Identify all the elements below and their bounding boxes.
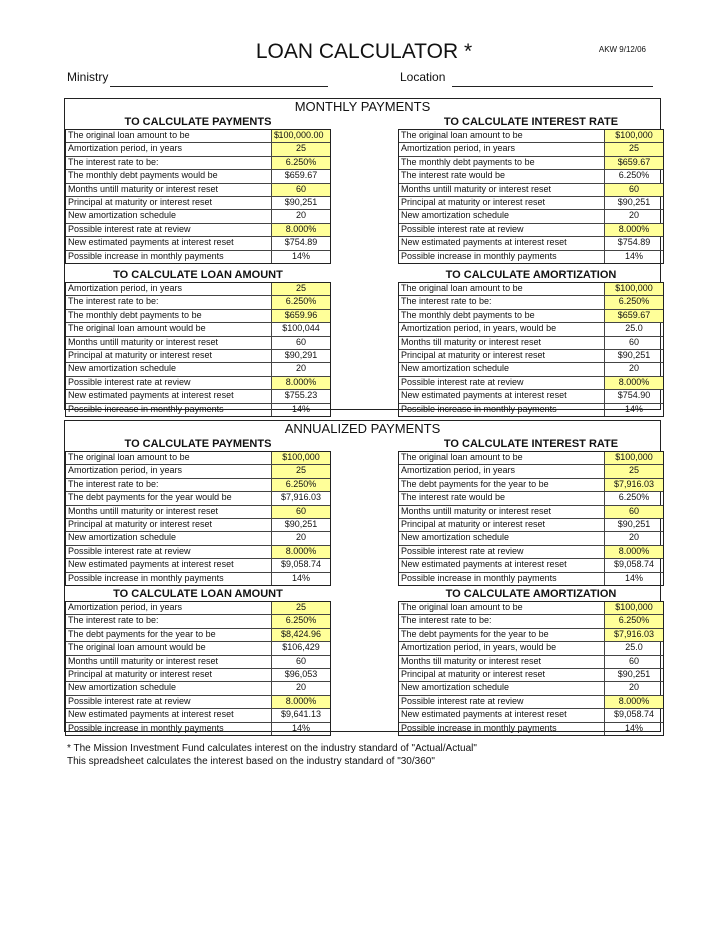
row-label: Principal at maturity or interest reset (68, 668, 213, 679)
table-row (399, 223, 663, 236)
computed-cell: 60 (271, 656, 330, 668)
computed-cell: $754.90 (604, 390, 663, 402)
calc-table (398, 130, 664, 264)
row-label: Possible increase in monthly payments (401, 572, 557, 583)
calc-table (398, 283, 664, 417)
input-cell[interactable]: $659.96 (271, 310, 330, 322)
input-cell[interactable]: $100,000 (604, 130, 663, 142)
location-field[interactable] (452, 86, 653, 87)
block-title: TO CALCULATE LOAN AMOUNT (65, 587, 331, 602)
table-row (66, 628, 330, 641)
input-cell[interactable]: 25 (604, 465, 663, 477)
input-cell[interactable]: 8.000% (271, 224, 330, 236)
computed-cell: $90,251 (604, 519, 663, 531)
table-row (66, 236, 330, 249)
table-row (399, 309, 663, 322)
row-label: Amortization period, in years (401, 143, 516, 154)
table-row (399, 452, 663, 464)
table-row (399, 464, 663, 477)
row-label: New amortization schedule (68, 682, 177, 693)
input-cell[interactable]: $7,916.03 (604, 629, 663, 641)
table-row (399, 478, 663, 491)
table-row (399, 641, 663, 654)
row-label: The monthly debt payments to be (68, 309, 202, 320)
revision-stamp: AKW 9/12/06 (598, 45, 646, 54)
table-row (399, 614, 663, 627)
input-cell[interactable]: $659.67 (604, 157, 663, 169)
monthly-interest-rate-block (398, 115, 664, 264)
row-label: The interest rate would be (401, 170, 506, 181)
block-title: TO CALCULATE AMORTIZATION (398, 268, 664, 283)
computed-cell: 20 (271, 210, 330, 222)
row-label: Amortization period, in years (68, 465, 183, 476)
row-label: Possible interest rate at review (68, 545, 191, 556)
computed-cell: $96,053 (271, 669, 330, 681)
input-cell[interactable]: 60 (271, 184, 330, 196)
block-title: TO CALCULATE PAYMENTS (65, 115, 331, 130)
table-row (66, 283, 330, 295)
footnote-line-1: * The Mission Investment Fund calculates interest on the industry standard of "Actual/Actual" (67, 743, 477, 754)
row-label: Possible interest rate at review (68, 695, 191, 706)
computed-cell: $9,058.74 (271, 559, 330, 571)
table-row (399, 668, 663, 681)
row-label: Possible increase in monthly payments (68, 572, 224, 583)
computed-cell: $90,251 (271, 197, 330, 209)
input-cell[interactable]: 6.250% (604, 296, 663, 308)
table-row (399, 336, 663, 349)
table-row (66, 156, 330, 169)
row-label: The interest rate to be: (401, 296, 492, 307)
computed-cell: 6.250% (604, 170, 663, 182)
table-row (399, 376, 663, 389)
table-row (66, 668, 330, 681)
table-row (66, 614, 330, 627)
block-title: TO CALCULATE AMORTIZATION (398, 587, 664, 602)
annualized-payments-section (64, 420, 661, 732)
input-cell[interactable]: 6.250% (604, 615, 663, 627)
table-row (66, 531, 330, 544)
table-row (66, 336, 330, 349)
computed-cell: $9,641.13 (271, 709, 330, 721)
table-row (399, 236, 663, 249)
input-cell[interactable]: $7,916.03 (604, 479, 663, 491)
computed-cell: $755.23 (271, 390, 330, 402)
table-row (66, 130, 330, 142)
computed-cell: $100,044 (271, 323, 330, 335)
table-row (399, 695, 663, 708)
table-row (66, 209, 330, 222)
table-row (66, 558, 330, 571)
input-cell[interactable]: 8.000% (271, 546, 330, 558)
computed-cell: 14% (271, 404, 330, 416)
table-row (66, 518, 330, 531)
row-label: Principal at maturity or interest reset (68, 518, 213, 529)
input-cell[interactable]: $659.67 (604, 310, 663, 322)
table-row (66, 505, 330, 518)
input-cell[interactable]: 25 (271, 465, 330, 477)
table-row (399, 655, 663, 668)
table-row (399, 628, 663, 641)
cell-value: 100,000.00 (278, 130, 324, 140)
row-label: Months untill maturity or interest reset (401, 505, 552, 516)
calc-table (65, 283, 331, 417)
table-row (399, 558, 663, 571)
computed-cell: $9,058.74 (604, 559, 663, 571)
table-row (399, 322, 663, 335)
computed-cell: 14% (271, 573, 330, 585)
table-row (399, 389, 663, 402)
computed-cell: 25.0 (604, 323, 663, 335)
row-label: The debt payments for the year to be (401, 628, 549, 639)
table-row (66, 183, 330, 196)
table-row (66, 655, 330, 668)
row-label: Possible increase in monthly payments (401, 250, 557, 261)
computed-cell: $90,251 (604, 350, 663, 362)
table-row (399, 602, 663, 614)
table-row (399, 142, 663, 155)
table-row (66, 478, 330, 491)
section-title: MONTHLY PAYMENTS (294, 99, 431, 114)
block-title: TO CALCULATE LOAN AMOUNT (65, 268, 331, 283)
annual-interest-rate-block (398, 437, 664, 586)
table-row (399, 403, 663, 416)
table-row (66, 602, 330, 614)
row-label: New amortization schedule (68, 363, 177, 374)
row-label: Possible interest rate at review (401, 376, 524, 387)
input-cell[interactable]: 25 (271, 602, 330, 614)
row-label: New estimated payments at interest reset (68, 390, 234, 401)
computed-cell: 60 (604, 656, 663, 668)
table-row (399, 183, 663, 196)
row-label: Possible interest rate at review (401, 223, 524, 234)
input-cell[interactable]: 8.000% (271, 377, 330, 389)
input-cell[interactable]: 6.250% (271, 479, 330, 491)
computed-cell: 20 (604, 532, 663, 544)
row-label: New estimated payments at interest reset (401, 709, 567, 720)
row-label: Possible increase in monthly payments (68, 250, 224, 261)
input-cell[interactable]: 6.250% (271, 157, 330, 169)
row-label: Months untill maturity or interest reset (401, 183, 552, 194)
table-row (66, 223, 330, 236)
monthly-payments-section (64, 98, 661, 414)
row-label: The interest rate to be: (68, 615, 159, 626)
input-cell[interactable]: 8.000% (271, 696, 330, 708)
row-label: The interest rate would be (401, 492, 506, 503)
table-row (66, 389, 330, 402)
row-label: Principal at maturity or interest reset (401, 518, 546, 529)
calc-table (65, 602, 331, 736)
input-cell[interactable]: 25 (604, 143, 663, 155)
table-row (399, 505, 663, 518)
row-label: New estimated payments at interest reset (68, 237, 234, 248)
computed-cell: $90,291 (271, 350, 330, 362)
table-row (66, 681, 330, 694)
row-label: New amortization schedule (68, 210, 177, 221)
row-label: Months untill maturity or interest reset (68, 655, 219, 666)
row-label: Months untill maturity or interest reset (68, 336, 219, 347)
row-label: Months till maturity or interest reset (401, 655, 542, 666)
computed-cell: 14% (604, 251, 663, 263)
row-label: The original loan amount would be (68, 323, 206, 334)
row-label: The debt payments for the year to be (68, 628, 216, 639)
row-label: New amortization schedule (68, 532, 177, 543)
computed-cell: 14% (271, 723, 330, 735)
table-row (66, 491, 330, 504)
input-cell[interactable]: $100,000 (604, 283, 663, 295)
row-label: Possible increase in monthly payments (401, 722, 557, 733)
computed-cell: 20 (604, 363, 663, 375)
row-label: The monthly debt payments to be (401, 309, 535, 320)
row-label: New estimated payments at interest reset (401, 390, 567, 401)
table-row (66, 142, 330, 155)
table-row (399, 349, 663, 362)
row-label: Possible interest rate at review (401, 545, 524, 556)
table-row (66, 362, 330, 375)
table-row (399, 295, 663, 308)
calc-table (65, 130, 331, 264)
row-label: Principal at maturity or interest reset (68, 196, 213, 207)
monthly-loan-amount-block (65, 268, 331, 417)
table-row (66, 322, 330, 335)
section-title: ANNUALIZED PAYMENTS (284, 421, 441, 436)
row-label: The original loan amount to be (401, 452, 523, 462)
table-row (399, 283, 663, 295)
input-cell[interactable]: $8,424.96 (271, 629, 330, 641)
input-cell[interactable]: 6.250% (271, 296, 330, 308)
input-cell[interactable]: 25 (271, 283, 330, 295)
table-row (399, 362, 663, 375)
table-row (66, 572, 330, 585)
row-label: Months till maturity or interest reset (401, 336, 542, 347)
computed-cell: 20 (271, 682, 330, 694)
computed-cell: 60 (271, 337, 330, 349)
input-cell[interactable]: 6.250% (271, 615, 330, 627)
table-row (399, 545, 663, 558)
computed-cell: 20 (604, 210, 663, 222)
table-row (399, 250, 663, 263)
table-row (399, 518, 663, 531)
row-label: Possible increase in monthly payments (401, 403, 557, 414)
table-row (399, 156, 663, 169)
row-label: The debt payments for the year to be (401, 478, 549, 489)
computed-cell: $90,251 (604, 669, 663, 681)
computed-cell: $90,251 (604, 197, 663, 209)
table-row (66, 295, 330, 308)
computed-cell: $90,251 (271, 519, 330, 531)
table-row (399, 572, 663, 585)
table-row (399, 681, 663, 694)
row-label: New estimated payments at interest reset (68, 709, 234, 720)
row-label: New amortization schedule (401, 682, 510, 693)
row-label: The original loan amount to be (401, 130, 523, 140)
table-row (399, 491, 663, 504)
input-cell[interactable]: 8.000% (604, 224, 663, 236)
input-cell[interactable]: $100,000 (271, 452, 330, 464)
table-row (399, 130, 663, 142)
row-label: Amortization period, in years (68, 283, 183, 293)
row-label: Principal at maturity or interest reset (68, 349, 213, 360)
row-label: The interest rate to be: (68, 296, 159, 307)
block-title: TO CALCULATE INTEREST RATE (398, 115, 664, 130)
block-title: TO CALCULATE PAYMENTS (65, 437, 331, 452)
row-label: Principal at maturity or interest reset (401, 196, 546, 207)
row-label: The original loan amount would be (68, 642, 206, 653)
table-row (66, 196, 330, 209)
row-label: The debt payments for the year would be (68, 492, 232, 503)
input-cell[interactable] (271, 130, 330, 142)
row-label: Principal at maturity or interest reset (401, 349, 546, 360)
computed-cell: 14% (604, 573, 663, 585)
computed-cell: 14% (271, 251, 330, 263)
computed-cell: 20 (604, 682, 663, 694)
row-label: Possible increase in monthly payments (68, 722, 224, 733)
annual-amortization-block (398, 587, 664, 736)
row-label: The original loan amount to be (68, 130, 190, 140)
computed-cell: $754.89 (271, 237, 330, 249)
table-row (66, 376, 330, 389)
row-label: New amortization schedule (401, 532, 510, 543)
table-row (66, 309, 330, 322)
table-row (66, 349, 330, 362)
calc-table (398, 602, 664, 736)
row-label: The interest rate to be: (68, 478, 159, 489)
row-label: Amortization period, in years, would be (401, 642, 557, 653)
input-cell[interactable]: 8.000% (604, 546, 663, 558)
table-row (66, 464, 330, 477)
input-cell[interactable]: $100,000 (604, 602, 663, 614)
table-row (66, 403, 330, 416)
row-label: Possible interest rate at review (68, 376, 191, 387)
row-label: New estimated payments at interest reset (401, 237, 567, 248)
input-cell[interactable]: $100,000 (604, 452, 663, 464)
computed-cell: 25.0 (604, 642, 663, 654)
table-row (399, 531, 663, 544)
input-cell[interactable]: 8.000% (604, 377, 663, 389)
input-cell[interactable]: 60 (604, 184, 663, 196)
row-label: Principal at maturity or interest reset (401, 668, 546, 679)
row-label: The interest rate to be: (68, 156, 159, 167)
computed-cell: 6.250% (604, 492, 663, 504)
table-row (66, 708, 330, 721)
footnote-line-2: This spreadsheet calculates the interest based on the industry standard of "30/360" (67, 756, 435, 767)
row-label: The monthly debt payments to be (401, 156, 535, 167)
computed-cell: $9,058.74 (604, 709, 663, 721)
computed-cell: 20 (271, 532, 330, 544)
input-cell[interactable]: 25 (271, 143, 330, 155)
table-row (66, 452, 330, 464)
table-row (66, 250, 330, 263)
computed-cell: 60 (604, 337, 663, 349)
location-label: Location (400, 70, 446, 84)
table-row (66, 722, 330, 735)
row-label: The original loan amount to be (401, 602, 523, 612)
row-label: Possible interest rate at review (68, 223, 191, 234)
table-row (399, 169, 663, 182)
table-row (66, 695, 330, 708)
row-label: The monthly debt payments would be (68, 170, 218, 181)
monthly-payments-block (65, 115, 331, 264)
table-row (66, 545, 330, 558)
row-label: Amortization period, in years, would be (401, 323, 557, 334)
annual-loan-amount-block (65, 587, 331, 736)
page-title: LOAN CALCULATOR * (255, 40, 473, 63)
row-label: New estimated payments at interest reset (401, 559, 567, 570)
row-label: Possible interest rate at review (401, 695, 524, 706)
row-label: Possible increase in monthly payments (68, 403, 224, 414)
input-cell[interactable]: 8.000% (604, 696, 663, 708)
row-label: Amortization period, in years (68, 602, 183, 612)
ministry-field[interactable] (110, 86, 328, 87)
computed-cell: $106,429 (271, 642, 330, 654)
currency-symbol: $ (274, 130, 280, 140)
ministry-label: Ministry (67, 70, 109, 84)
row-label: Amortization period, in years (68, 143, 183, 154)
table-row (399, 209, 663, 222)
row-label: New amortization schedule (401, 363, 510, 374)
computed-cell: 14% (604, 404, 663, 416)
row-label: New estimated payments at interest reset (68, 559, 234, 570)
row-label: Months untill maturity or interest reset (68, 183, 219, 194)
annual-payments-block (65, 437, 331, 586)
block-title: TO CALCULATE INTEREST RATE (398, 437, 664, 452)
input-cell[interactable]: 60 (604, 506, 663, 518)
computed-cell: 14% (604, 723, 663, 735)
table-row (399, 196, 663, 209)
computed-cell: $659.67 (271, 170, 330, 182)
calc-table (398, 452, 664, 586)
table-row (66, 169, 330, 182)
table-row (399, 722, 663, 735)
calc-table (65, 452, 331, 586)
row-label: The interest rate to be: (401, 615, 492, 626)
computed-cell: $7,916.03 (271, 492, 330, 504)
input-cell[interactable]: 60 (271, 506, 330, 518)
row-label: New amortization schedule (401, 210, 510, 221)
table-row (399, 708, 663, 721)
row-label: Amortization period, in years (401, 465, 516, 476)
row-label: The original loan amount to be (68, 452, 190, 462)
computed-cell: 20 (271, 363, 330, 375)
computed-cell: $754.89 (604, 237, 663, 249)
table-row (66, 641, 330, 654)
row-label: The original loan amount to be (401, 283, 523, 293)
row-label: Months untill maturity or interest reset (68, 505, 219, 516)
monthly-amortization-block (398, 268, 664, 417)
